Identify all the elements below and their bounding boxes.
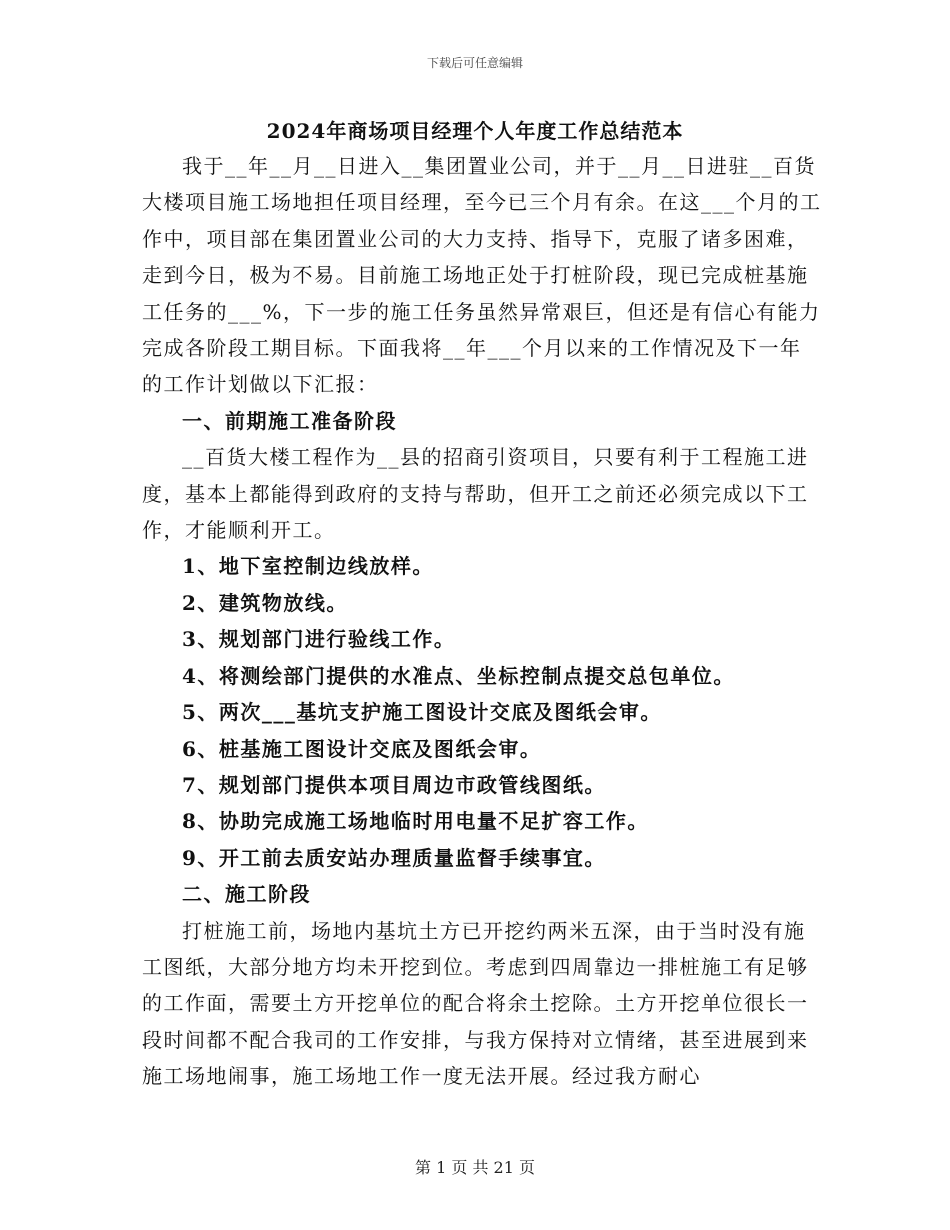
document-body (142, 148, 822, 1095)
header-note: 下载后可任意编辑 (426, 56, 523, 70)
list-item: 1、地下室控制边线放样。 (182, 554, 434, 579)
section-paragraph: 打桩施工前，场地内基坑土方已开挖约两米五深，由于当时没有施工图纸，大部分地方均未开挖到位。考虑到四周靠边一排桩施工有足够的工作面，需要土方开挖单位的配合将余土挖除。土方开挖单位很长一段时间都不配合我司的工作安排，与我方保持对立情绪，甚至进展到来施工场地闹事，施工场地工作一度无法开展。经过我方耐心 (142, 918, 809, 1089)
list-item: 2、建筑物放线。 (182, 590, 348, 615)
list-item: 9、开工前去质安站办理质量监督手续事宜。 (182, 845, 606, 870)
page-number: 第 1 页 共 21 页 (415, 1158, 535, 1177)
section-paragraph: __百货大楼工程作为__县的招商引资项目，只要有利于工程施工进度，基本上都能得到政府的支持与帮助，但开工之前还必须完成以下工作，才能顺利开工。 (142, 445, 809, 543)
section-heading: 一、前期施工准备阶段 (182, 408, 397, 433)
section-heading: 二、施工阶段 (182, 882, 311, 907)
list-item: 6、桩基施工图设计交底及图纸会审。 (182, 736, 542, 761)
list-item: 3、规划部门进行验线工作。 (182, 627, 456, 652)
intro-paragraph: 我于__年__月__日进入__集团置业公司，并于__月__日进驻__百货大楼项目施工场地担任项目经理，至今已三个月有余。在这___个月的工作中，项目部在集团置业公司的大力支持、指导下，克服了诸多困难，走到今日，极为不易。目前施工场地正处于打桩阶段，现已完成桩基施工任务的___%，下一步的施工任务虽然异常艰巨，但还是有信心有能力完成各阶段工期目标。下面我将__年___个月以来的工作情况及下一年的工作计划做以下汇报： (142, 154, 822, 397)
list-item: 5、两次___基坑支护施工图设计交底及图纸会审。 (182, 700, 662, 725)
list-item: 4、将测绘部门提供的水准点、坐标控制点提交总包单位。 (182, 663, 735, 688)
document-title: 2024年商场项目经理个人年度工作总结范本 (266, 119, 684, 143)
list-item: 7、规划部门提供本项目周边市政管线图纸。 (182, 772, 606, 797)
list-item: 8、协助完成施工场地临时用电量不足扩容工作。 (182, 809, 649, 834)
